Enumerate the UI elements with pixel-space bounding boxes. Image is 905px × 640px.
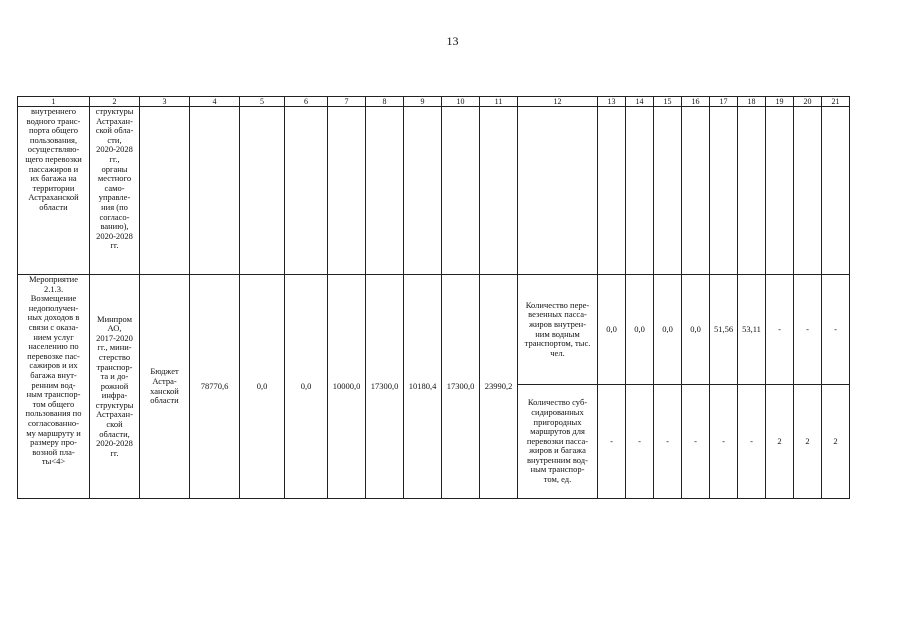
header-cell: 20 (794, 97, 822, 107)
indicator-name-cell: Количество суб- сидированных пригородных маршрутов для перевозки пасса- жиров и багажа внутренним вод- ным транспор- том, ед. (518, 385, 598, 499)
header-cell: 7 (328, 97, 366, 107)
header-cell: 10 (442, 97, 480, 107)
table-row (18, 275, 850, 385)
header-cell: 15 (654, 97, 682, 107)
header-cell: 16 (682, 97, 710, 107)
program-table (17, 96, 850, 499)
indicator-value-cell: 0,0 (682, 275, 710, 385)
executor-cell: структуры Астрахан- ской обла- сти, 2020-2028 гг., органы местного само- управле- ния (по согласо- ванию), 2020-2028 гг. (90, 107, 140, 275)
amount-cell: 78770,6 (190, 275, 240, 499)
amount-cell: 17300,0 (366, 275, 404, 499)
indicator-value-cell: - (626, 385, 654, 499)
header-cell: 18 (738, 97, 766, 107)
indicator-value-cell: - (598, 385, 626, 499)
indicator-value-cell: 2 (822, 385, 850, 499)
header-cell: 5 (240, 97, 285, 107)
indicator-value-cell: - (710, 385, 738, 499)
empty-cell (140, 107, 190, 275)
empty-cell (738, 107, 766, 275)
indicator-value-cell: - (738, 385, 766, 499)
activity-cell: Мероприятие 2.1.3. Возмещение недополучен- ных доходов в связи с оказа- нием услуг населению по перевозке пас- сажиров и их багажа внут- ренним вод- ным транспор- том общего пользования по согласованно- му маршруту и размеру про- возной пла- ты<4> (18, 275, 90, 499)
header-cell: 21 (822, 97, 850, 107)
indicator-value-cell: 0,0 (654, 275, 682, 385)
empty-cell (240, 107, 285, 275)
indicator-value-cell: - (654, 385, 682, 499)
indicator-value-cell: - (766, 275, 794, 385)
header-cell: 13 (598, 97, 626, 107)
amount-cell: 23990,2 (480, 275, 518, 499)
amount-cell: 0,0 (240, 275, 285, 499)
empty-cell (366, 107, 404, 275)
indicator-value-cell: 53,11 (738, 275, 766, 385)
header-cell: 6 (285, 97, 328, 107)
empty-cell (822, 107, 850, 275)
indicator-name-cell: Количество пере- везенных пасса- жиров внутрен- ним водным транспортом, тыс. чел. (518, 275, 598, 385)
indicator-value-cell: - (822, 275, 850, 385)
empty-cell (518, 107, 598, 275)
empty-cell (285, 107, 328, 275)
amount-cell: 10180,4 (404, 275, 442, 499)
header-cell: 11 (480, 97, 518, 107)
empty-cell (794, 107, 822, 275)
header-cell: 8 (366, 97, 404, 107)
indicator-value-cell: 0,0 (598, 275, 626, 385)
header-cell: 3 (140, 97, 190, 107)
amount-cell: 10000,0 (328, 275, 366, 499)
empty-cell (626, 107, 654, 275)
amount-cell: 0,0 (285, 275, 328, 499)
indicator-value-cell: - (682, 385, 710, 499)
empty-cell (328, 107, 366, 275)
empty-cell (442, 107, 480, 275)
funding-source-cell: Бюджет Астра- ханской области (140, 275, 190, 499)
header-cell: 19 (766, 97, 794, 107)
empty-cell (190, 107, 240, 275)
indicator-value-cell: 51,56 (710, 275, 738, 385)
indicator-value-cell: 2 (766, 385, 794, 499)
header-cell: 2 (90, 97, 140, 107)
indicator-value-cell: - (794, 275, 822, 385)
header-cell: 4 (190, 97, 240, 107)
header-cell: 12 (518, 97, 598, 107)
header-cell: 1 (18, 97, 90, 107)
header-cell: 9 (404, 97, 442, 107)
indicator-value-cell: 2 (794, 385, 822, 499)
indicator-value-cell: 0,0 (626, 275, 654, 385)
activity-cell: внутреннего водного транс- порта общего пользования, осуществляю- щего перевозки пассажиров и их багажа на территории Астраханской области (18, 107, 90, 275)
header-cell: 17 (710, 97, 738, 107)
empty-cell (710, 107, 738, 275)
executor-cell: Минпром АО, 2017-2020 гг., мини- стерство транспор- та и до- рожной инфра- структуры Астрахан- ской области, 2020-2028 гг. (90, 275, 140, 499)
amount-cell: 17300,0 (442, 275, 480, 499)
page-number: 13 (446, 34, 459, 48)
empty-cell (404, 107, 442, 275)
column-number-row (18, 97, 850, 107)
empty-cell (654, 107, 682, 275)
empty-cell (480, 107, 518, 275)
header-cell: 14 (626, 97, 654, 107)
empty-cell (682, 107, 710, 275)
table-row (18, 107, 850, 275)
empty-cell (598, 107, 626, 275)
empty-cell (766, 107, 794, 275)
